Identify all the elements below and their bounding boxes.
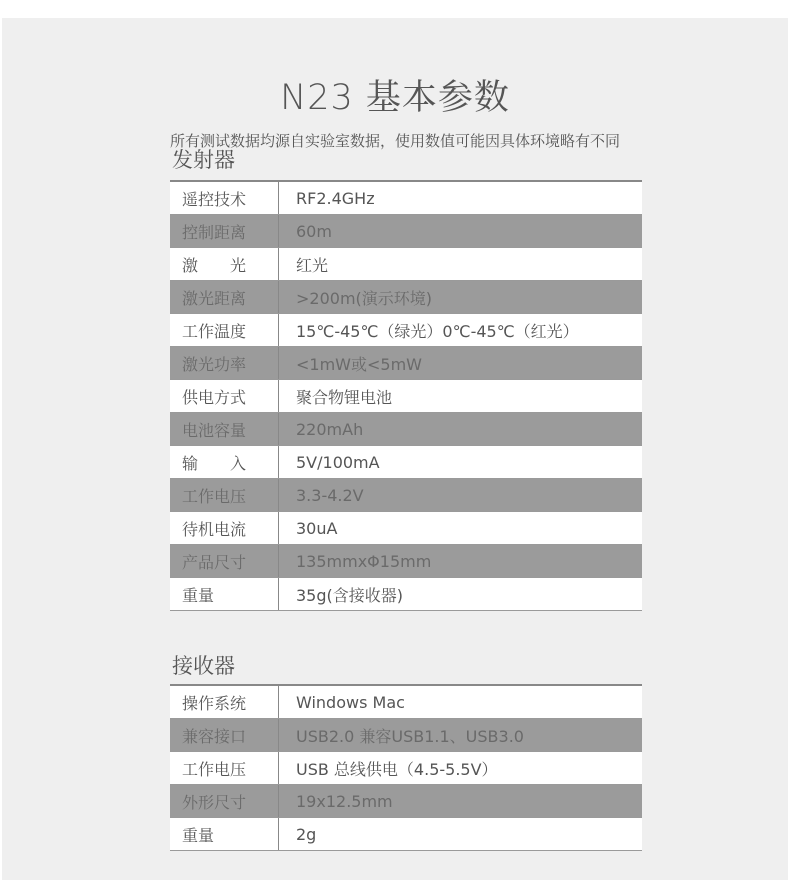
spec-label: 输 入 bbox=[170, 446, 279, 479]
transmitter-spec-table bbox=[170, 180, 642, 611]
transmitter-section-title: 发射器 bbox=[172, 148, 235, 172]
spec-row bbox=[170, 181, 642, 215]
spec-label: 工作电压 bbox=[170, 479, 279, 512]
spec-value: Windows Mac bbox=[279, 685, 643, 719]
spec-label: 激光功率 bbox=[170, 347, 279, 380]
spec-label: 控制距离 bbox=[170, 215, 279, 248]
spec-label: 激光距离 bbox=[170, 281, 279, 314]
spec-label: 工作电压 bbox=[170, 752, 279, 785]
spec-label: 产品尺寸 bbox=[170, 545, 279, 578]
spec-row bbox=[170, 380, 642, 413]
spec-row bbox=[170, 413, 642, 446]
spec-row bbox=[170, 578, 642, 611]
spec-row bbox=[170, 719, 642, 752]
spec-value: 3.3-4.2V bbox=[279, 479, 643, 512]
spec-label: 重量 bbox=[170, 818, 279, 851]
spec-row bbox=[170, 818, 642, 851]
spec-value: USB 总线供电（4.5-5.5V） bbox=[279, 752, 643, 785]
receiver-spec-table bbox=[170, 684, 642, 851]
spec-label: 激 光 bbox=[170, 248, 279, 281]
spec-value: 红光 bbox=[279, 248, 643, 281]
spec-value: USB2.0 兼容USB1.1、USB3.0 bbox=[279, 719, 643, 752]
spec-value: 19x12.5mm bbox=[279, 785, 643, 818]
spec-row bbox=[170, 545, 642, 578]
receiver-section-title: 接收器 bbox=[172, 654, 235, 678]
spec-value: 15℃-45℃（绿光）0℃-45℃（红光） bbox=[279, 314, 643, 347]
spec-value: 5V/100mA bbox=[279, 446, 643, 479]
spec-value: 35g(含接收器) bbox=[279, 578, 643, 611]
spec-row bbox=[170, 215, 642, 248]
spec-value: >200m(演示环境) bbox=[279, 281, 643, 314]
spec-value: <1mW或<5mW bbox=[279, 347, 643, 380]
spec-value: 2g bbox=[279, 818, 643, 851]
spec-value: RF2.4GHz bbox=[279, 181, 643, 215]
spec-value: 30uA bbox=[279, 512, 643, 545]
spec-label: 待机电流 bbox=[170, 512, 279, 545]
spec-value: 聚合物锂电池 bbox=[279, 380, 643, 413]
spec-label: 操作系统 bbox=[170, 685, 279, 719]
spec-label: 供电方式 bbox=[170, 380, 279, 413]
spec-row bbox=[170, 281, 642, 314]
spec-row bbox=[170, 752, 642, 785]
spec-value: 220mAh bbox=[279, 413, 643, 446]
spec-row bbox=[170, 314, 642, 347]
spec-label: 工作温度 bbox=[170, 314, 279, 347]
spec-label: 重量 bbox=[170, 578, 279, 611]
spec-value: 135mmxΦ15mm bbox=[279, 545, 643, 578]
spec-row bbox=[170, 785, 642, 818]
spec-row bbox=[170, 479, 642, 512]
spec-label: 外形尺寸 bbox=[170, 785, 279, 818]
spec-label: 兼容接口 bbox=[170, 719, 279, 752]
spec-row bbox=[170, 685, 642, 719]
spec-row bbox=[170, 347, 642, 380]
disclaimer-text: 所有测试数据均源自实验室数据，使用数值可能因具体环境略有不同 bbox=[169, 132, 620, 150]
spec-row bbox=[170, 446, 642, 479]
spec-row bbox=[170, 248, 642, 281]
page-title: N23 基本参数 bbox=[280, 78, 510, 118]
spec-row bbox=[170, 512, 642, 545]
spec-label: 遥控技术 bbox=[170, 181, 279, 215]
spec-panel bbox=[2, 18, 788, 880]
spec-value: 60m bbox=[279, 215, 643, 248]
spec-label: 电池容量 bbox=[170, 413, 279, 446]
